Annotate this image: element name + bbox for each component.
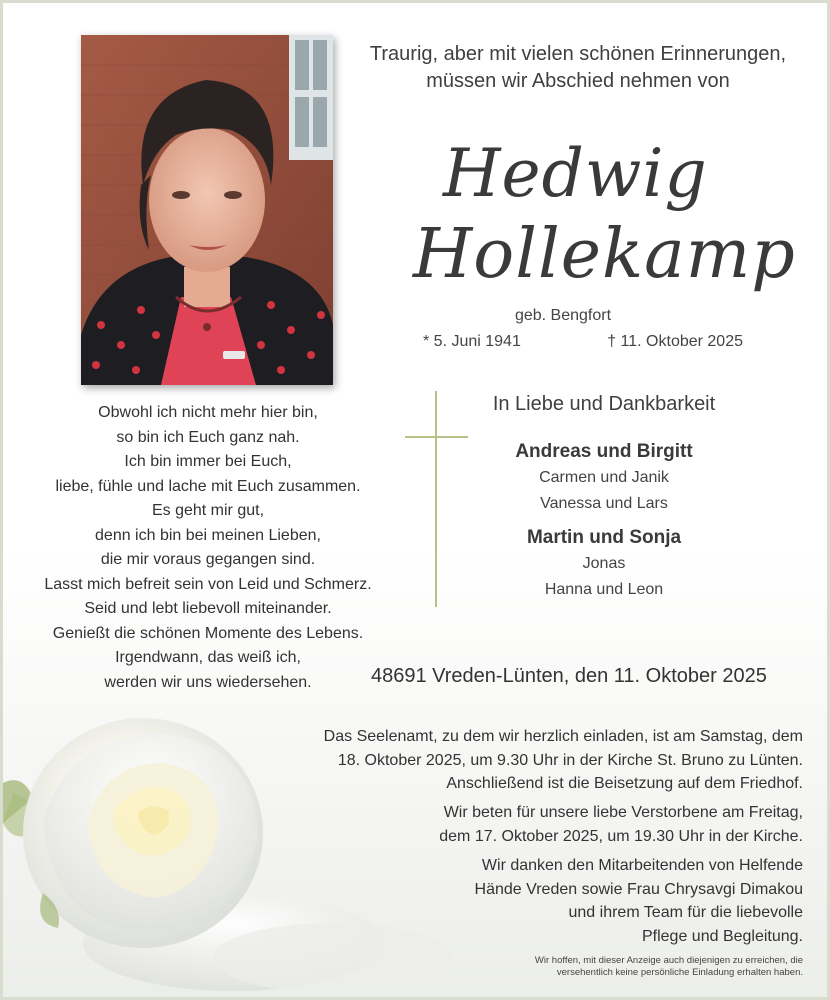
family-couple: Andreas und Birgitt: [515, 441, 693, 462]
death-date: † 11. Oktober 2025: [607, 333, 743, 350]
notice-line: Hände Vreden sowie Frau Chrysavgi Dimakou: [474, 880, 803, 898]
place-and-date: 48691 Vreden-Lünten, den 11. Oktober 2025: [371, 665, 767, 687]
mourners-heading: In Liebe und Dankbarkeit: [492, 393, 716, 415]
cross-icon-vertical: [435, 391, 437, 607]
footnote-line: versehentlich keine persönliche Einladung erhalten haben.: [556, 967, 803, 978]
prayer-notice: [273, 801, 803, 848]
poem: [23, 401, 393, 695]
notice-line: 18. Oktober 2025, um 9.30 Uhr in der Kirche St. Bruno zu Lünten.: [337, 751, 803, 769]
poem-line: Genießt die schönen Momente des Lebens.: [52, 624, 364, 642]
poem-line: so bin ich Euch ganz nah.: [116, 428, 300, 446]
notice-line: Das Seelenamt, zu dem wir herzlich einladen, ist am Samstag, dem: [323, 728, 803, 745]
notice-line: Anschließend ist die Beisetzung auf dem Friedhof.: [446, 775, 803, 792]
poem-line: Lasst mich befreit sein von Leid und Schmerz.: [44, 575, 372, 593]
poem-line: denn ich bin bei meinen Lieben,: [95, 526, 321, 544]
family-couple: Martin und Sonja: [526, 527, 682, 548]
footnote-line: Wir hoffen, mit dieser Anzeige auch diejenigen zu erreichen, die: [534, 955, 803, 966]
notice-line: Wir danken den Mitarbeitenden von Helfende: [481, 857, 803, 874]
intro-line: Traurig, aber mit vielen schönen Erinnerungen,: [369, 43, 787, 65]
poem-line: Ich bin immer bei Euch,: [124, 453, 292, 470]
poem-line: Obwohl ich nicht mehr hier bin,: [98, 404, 318, 421]
intro-text: [343, 41, 813, 95]
notice-line: dem 17. Oktober 2025, um 19.30 Uhr in der Kirche.: [439, 827, 803, 845]
poem-line: Seid und lebt liebevoll miteinander.: [84, 600, 332, 617]
family-member: Vanessa und Lars: [540, 495, 668, 512]
notice-line: Pflege und Begleitung.: [641, 927, 803, 945]
poem-line: Irgendwann, das weiß ich,: [115, 649, 301, 666]
life-dates: [423, 333, 743, 351]
intro-line: müssen wir Abschied nehmen von: [426, 70, 730, 92]
poem-line: werden wir uns wiedersehen.: [104, 673, 312, 691]
mourners: [463, 393, 745, 603]
last-name: Hollekamp: [413, 215, 796, 294]
poem-line: die mir voraus gegangen sind.: [100, 551, 316, 568]
birth-date: * 5. Juni 1941: [423, 333, 521, 350]
poem-line: liebe, fühle und lache mit Euch zusammen.: [55, 477, 361, 495]
notice-line: Wir beten für unsere liebe Verstorbene am Freitag,: [443, 804, 803, 821]
thanks-notice: [273, 854, 803, 948]
requiem-notice: [273, 725, 803, 796]
family-member: Jonas: [582, 555, 626, 572]
portrait-photo: [81, 35, 333, 385]
family-member: Carmen und Janik: [539, 469, 669, 486]
notice-line: und ihrem Team für die liebevolle: [568, 904, 803, 921]
cross-icon-horizontal: [405, 436, 468, 438]
family-member: Hanna und Leon: [544, 581, 664, 598]
maiden-name: geb. Bengfort: [514, 307, 612, 324]
footnote: [423, 955, 803, 979]
poem-line: Es geht mir gut,: [151, 502, 265, 519]
first-name: Hedwig: [443, 135, 708, 212]
